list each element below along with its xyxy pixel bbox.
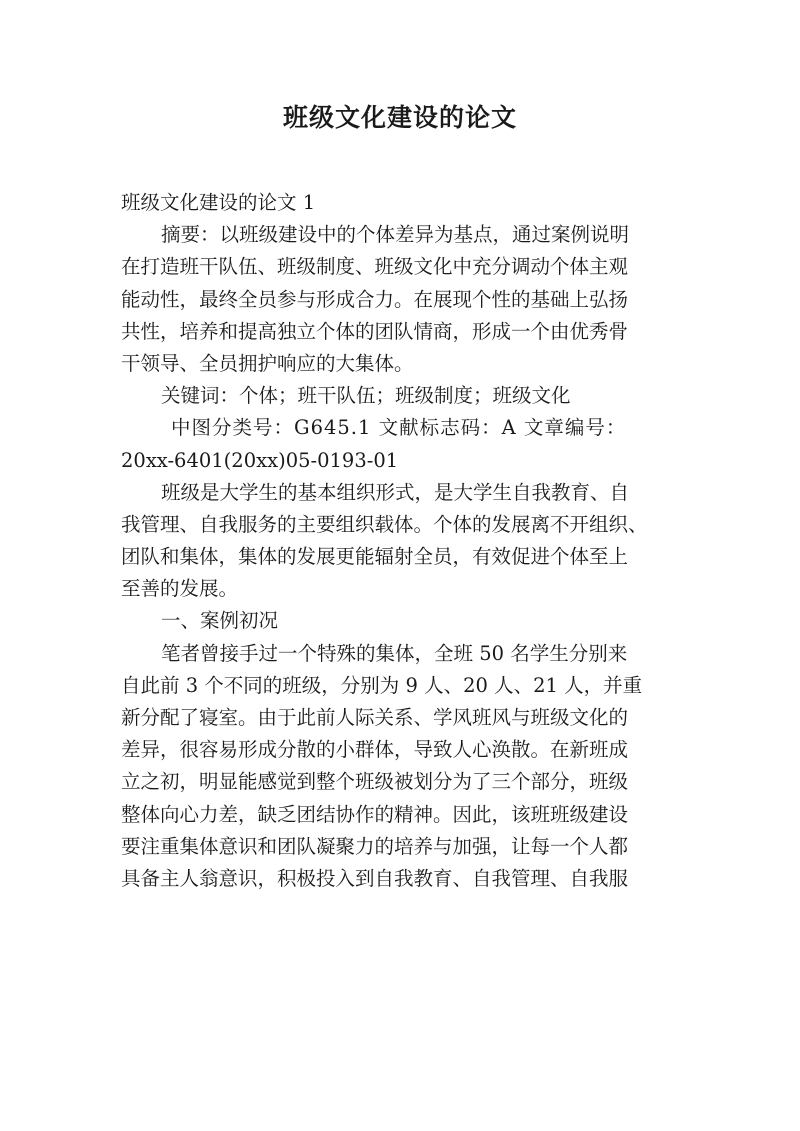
case-paragraph-line: 笔者曾接手过一个特殊的集体，全班 50 名学生分别来 [161, 641, 628, 665]
keywords-line: 关键词：个体；班干队伍；班级制度；班级文化 [161, 384, 571, 408]
case-paragraph-line: 新分配了寝室。由于此前人际关系、学风班风与班级文化的 [121, 706, 629, 729]
document-body [121, 187, 681, 895]
case-paragraph-line: 差异，很容易形成分散的小群体，导致人心涣散。在新班成 [121, 738, 629, 762]
case-paragraph-line: 自此前 3 个不同的班级，分别为 9 人、20 人、21 人，并重 [121, 673, 643, 697]
abstract-paragraph-line: 能动性，最终全员参与形成合力。在展现个性的基础上弘扬 [121, 287, 629, 311]
case-paragraph-line: 立之初，明显能感觉到整个班级被划分为了三个部分，班级 [121, 770, 629, 794]
article-number-line: 20xx-6401(20xx)05-0193-01 [121, 448, 399, 472]
abstract-paragraph-line: 摘要：以班级建设中的个体差异为基点，通过案例说明 [161, 223, 630, 247]
subsection-heading: 一、案例初况 [161, 609, 279, 633]
intro-paragraph-line: 我管理、自我服务的主要组织载体。个体的发展离不开组织、 [121, 512, 648, 536]
intro-paragraph-line: 至善的发展。 [121, 577, 239, 601]
intro-paragraph-line: 团队和集体，集体的发展更能辐射全员，有效促进个体至上 [121, 545, 629, 569]
intro-paragraph-line: 班级是大学生的基本组织形式，是大学生自我教育、自 [161, 480, 630, 504]
case-paragraph-line: 整体向心力差，缺乏团结协作的精神。因此，该班班级建设 [121, 802, 629, 826]
case-paragraph-line: 具备主人翁意识，积极投入到自我教育、自我管理、自我服 [121, 866, 629, 890]
section-heading: 班级文化建设的论文 1 [121, 191, 316, 214]
abstract-paragraph-line: 共性，培养和提高独立个体的团队情商，形成一个由优秀骨 [121, 319, 629, 343]
document-title: 班级文化建设的论文 [282, 103, 517, 132]
abstract-paragraph-line: 在打造班干队伍、班级制度、班级文化中充分调动个体主观 [121, 255, 629, 279]
classification-line: 中图分类号：G645.1 文献标志码：A 文章编号： [171, 416, 627, 440]
abstract-paragraph-line: 干领导、全员拥护响应的大集体。 [121, 351, 414, 375]
case-paragraph-line: 要注重集体意识和团队凝聚力的培养与加强，让每一个人都 [121, 834, 629, 858]
